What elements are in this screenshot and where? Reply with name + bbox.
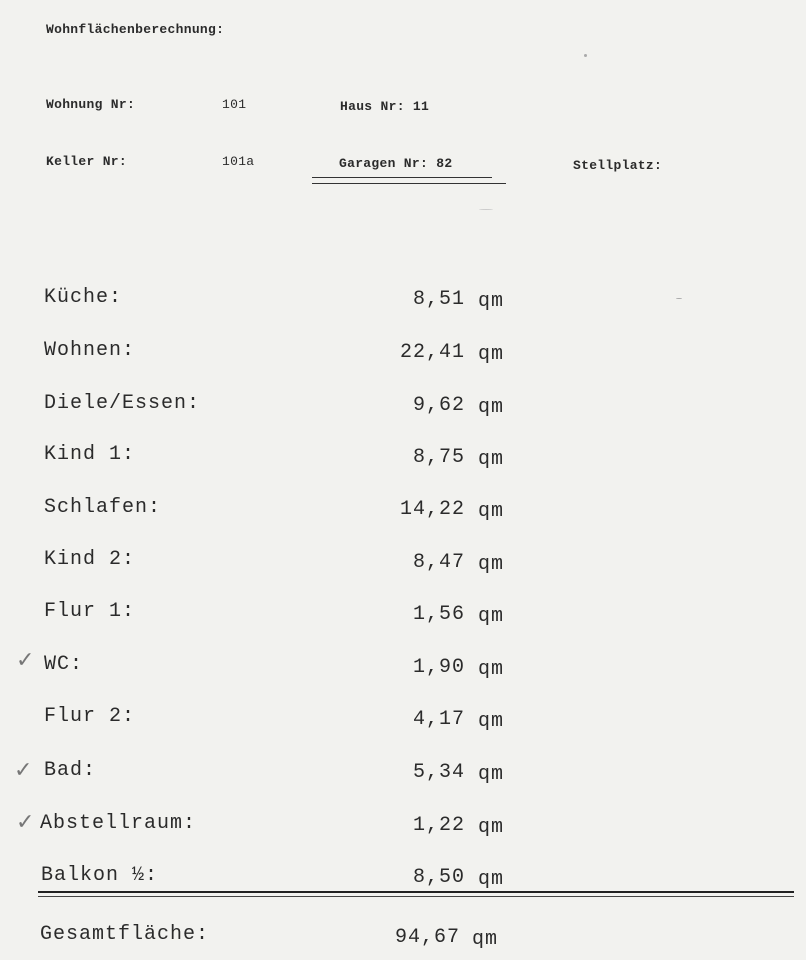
room-area: 8,47 (412, 551, 465, 574)
room-unit: qm (478, 763, 505, 786)
room-area: 8,75 (412, 446, 465, 469)
room-area: 1,90 (412, 656, 465, 679)
room-unit: qm (478, 290, 505, 313)
room-unit: qm (478, 396, 505, 419)
room-name: Balkon ½: (41, 864, 159, 887)
room-area: 1,56 (412, 603, 465, 626)
room-name: WC: (44, 653, 84, 676)
stellplatz-label: Stellplatz: (573, 158, 663, 173)
room-area: 5,34 (412, 761, 465, 784)
haus-number: Haus Nr: 11 (340, 99, 430, 114)
garage-underline-2 (312, 183, 506, 184)
room-unit: qm (478, 710, 505, 733)
room-area: 22,41 (399, 341, 465, 364)
room-unit: qm (478, 816, 505, 839)
room-area: 8,50 (412, 866, 465, 889)
total-label: Gesamtfläche: (40, 923, 210, 946)
scan-speck (584, 54, 587, 57)
keller-label: Keller Nr: (46, 154, 128, 169)
garage-underline-1 (312, 177, 492, 178)
room-area: 14,22 (399, 498, 465, 521)
room-unit: qm (478, 868, 505, 891)
room-name: Flur 2: (44, 705, 136, 728)
room-name: Bad: (44, 759, 97, 782)
room-unit: qm (478, 658, 505, 681)
sum-rule-2 (38, 896, 794, 897)
room-area: 4,17 (412, 708, 465, 731)
room-name: Kind 1: (44, 443, 136, 466)
room-area: 1,22 (412, 814, 465, 837)
keller-value: 101a (222, 154, 255, 169)
room-unit: qm (478, 448, 505, 471)
room-unit: qm (478, 553, 505, 576)
room-unit: qm (478, 343, 505, 366)
total-area: 94,67 (394, 926, 460, 949)
wohnung-label: Wohnung Nr: (46, 97, 136, 112)
check-mark-icon: ✓ (16, 810, 35, 835)
scan-speck (676, 298, 682, 299)
room-name: Flur 1: (44, 600, 136, 623)
total-unit: qm (472, 928, 499, 951)
room-area: 9,62 (412, 394, 465, 417)
room-area: 8,51 (412, 288, 465, 311)
garage-number: Garagen Nr: 82 (339, 156, 453, 171)
room-name: Kind 2: (44, 548, 136, 571)
room-name: Abstellraum: (40, 812, 197, 835)
room-name: Schlafen: (44, 496, 162, 519)
room-unit: qm (478, 500, 505, 523)
sum-rule-1 (38, 891, 794, 893)
room-name: Küche: (44, 286, 123, 309)
room-name: Diele/Essen: (44, 392, 201, 415)
document-title: Wohnflächenberechnung: (46, 22, 225, 37)
check-mark-icon: ✓ (16, 648, 35, 673)
check-mark-icon: ✓ (14, 758, 33, 783)
scan-speck (479, 209, 493, 210)
room-name: Wohnen: (44, 339, 136, 362)
room-unit: qm (478, 605, 505, 628)
wohnung-value: 101 (222, 97, 247, 112)
